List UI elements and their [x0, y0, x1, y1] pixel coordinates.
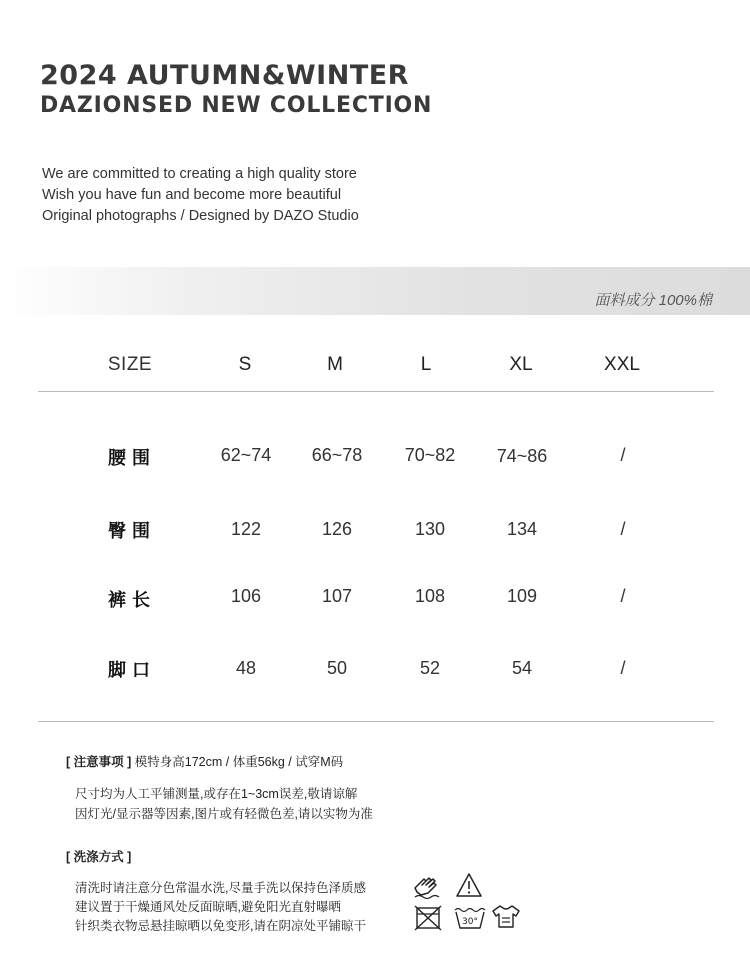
size-header-m: M — [327, 354, 343, 375]
wash-temp-label: 30° — [462, 917, 478, 927]
tagline-2: Wish you have fun and become more beautiful — [42, 187, 342, 203]
washing-line-2: 建议置于干燥通风处反面晾晒,避免阳光直射曝晒 — [75, 900, 341, 914]
wash-30-icon — [453, 904, 487, 930]
washing-line-3: 针织类衣物忌悬挂晾晒以免变形,请在阴凉处平铺晾干 — [75, 919, 366, 933]
table-cell: 62~74 — [220, 445, 272, 465]
table-cell: 108 — [414, 586, 446, 606]
notes-title: [ 注意事项 ] — [66, 755, 132, 769]
table-cell: 109 — [506, 586, 538, 606]
notes-header — [66, 752, 343, 770]
table-cell: 126 — [321, 519, 353, 539]
table-cell: 48 — [235, 658, 257, 678]
size-header-label: SIZE — [107, 354, 153, 375]
size-header-xl: XL — [509, 354, 533, 375]
table-cell: / — [620, 445, 626, 465]
do-not-tumble-dry-icon — [414, 905, 442, 931]
note-color: 因灯光/显示器等因素,图片或有轻微色差,请以实物为准 — [75, 807, 373, 821]
collection-title-line1: 2024 AUTUMN&WINTER — [40, 60, 409, 91]
table-divider-top — [38, 391, 714, 392]
collection-title-line2: DAZIONSED NEW COLLECTION — [40, 93, 433, 118]
table-cell: / — [620, 586, 626, 606]
table-cell: / — [620, 519, 626, 539]
row-label-length: 裤长 — [108, 590, 156, 611]
warning-icon — [455, 872, 483, 898]
table-cell: 130 — [414, 519, 446, 539]
note-measurement: 尺寸均为人工平铺测量,或存在1~3cm误差,敬请谅解 — [75, 787, 358, 801]
washing-title: [ 洗涤方式 ] — [66, 850, 132, 864]
fabric-composition: 面料成分 100%棉 — [594, 292, 712, 309]
table-cell: 106 — [230, 586, 262, 606]
table-cell: 54 — [511, 658, 533, 678]
table-cell: 52 — [419, 658, 441, 678]
table-cell: 50 — [326, 658, 348, 678]
table-divider-bottom — [38, 721, 714, 722]
washing-line-1: 清洗时请注意分色常温水洗,尽量手洗以保持色泽质感 — [75, 881, 366, 895]
size-header-s: S — [238, 354, 252, 375]
table-cell: 74~86 — [496, 446, 548, 466]
tagline-3: Original photographs / Designed by DAZO Studio — [42, 208, 359, 224]
size-header-l: L — [420, 354, 432, 375]
table-cell: 107 — [321, 586, 353, 606]
table-cell: / — [620, 658, 626, 678]
model-info: 模特身高172cm / 体重56kg / 试穿M码 — [134, 755, 344, 769]
row-label-waist: 腰围 — [108, 448, 156, 469]
tagline-1: We are committed to creating a high quality store — [42, 166, 357, 182]
table-cell: 70~82 — [404, 445, 456, 465]
size-header-xxl: XXL — [604, 354, 640, 375]
row-label-hip: 臀围 — [108, 521, 156, 542]
row-label-leg-opening: 脚口 — [108, 660, 156, 681]
table-cell: 134 — [506, 519, 538, 539]
table-cell: 122 — [230, 519, 262, 539]
table-cell: 66~78 — [311, 445, 363, 465]
flat-dry-shirt-icon — [491, 903, 521, 931]
hand-wash-icon — [412, 870, 442, 900]
